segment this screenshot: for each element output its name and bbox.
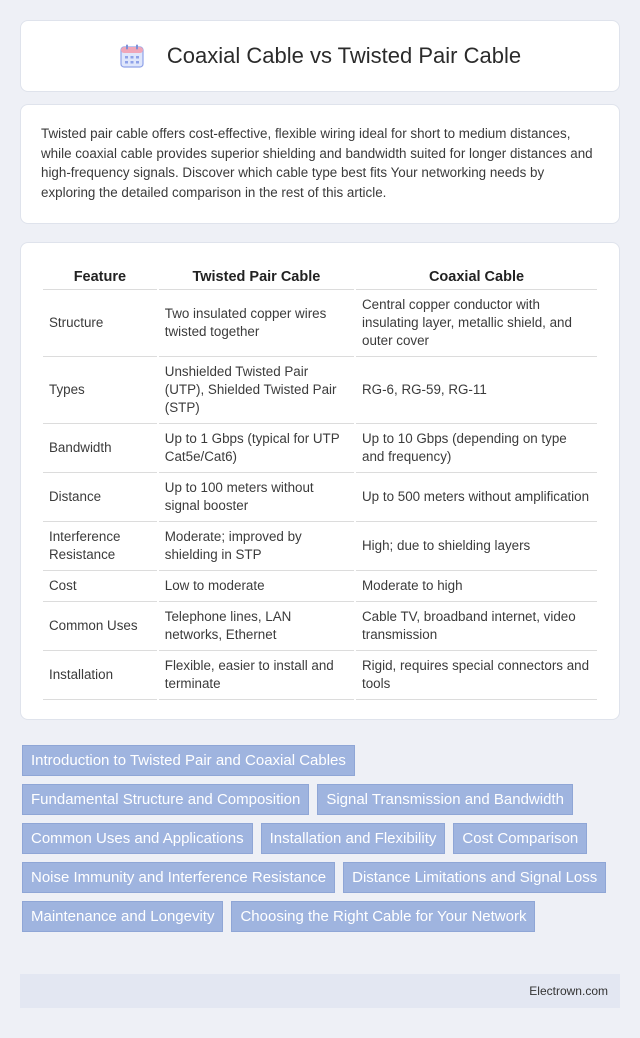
comparison-table xyxy=(41,261,599,700)
row-coaxial: Central copper conductor with insulating layer, metallic shield, and outer cover xyxy=(356,290,597,357)
tag-signal-transmission[interactable]: Signal Transmission and Bandwidth xyxy=(317,784,573,815)
row-twisted-pair: Unshielded Twisted Pair (UTP), Shielded Twisted Pair (STP) xyxy=(159,357,354,424)
row-coaxial: Cable TV, broadband internet, video transmission xyxy=(356,602,597,651)
table-row xyxy=(43,424,597,473)
row-coaxial: High; due to shielding layers xyxy=(356,522,597,571)
tag-maintenance[interactable]: Maintenance and Longevity xyxy=(22,901,223,932)
table-header-row xyxy=(43,261,597,290)
table-row xyxy=(43,290,597,357)
row-twisted-pair: Telephone lines, LAN networks, Ethernet xyxy=(159,602,354,651)
row-feature: Common Uses xyxy=(43,602,157,651)
row-feature: Cost xyxy=(43,571,157,602)
header-feature: Feature xyxy=(43,261,157,290)
tag-structure[interactable]: Fundamental Structure and Composition xyxy=(22,784,309,815)
row-twisted-pair: Up to 1 Gbps (typical for UTP Cat5e/Cat6) xyxy=(159,424,354,473)
row-coaxial: Moderate to high xyxy=(356,571,597,602)
row-feature: Bandwidth xyxy=(43,424,157,473)
intro-text: Twisted pair cable offers cost-effective, flexible wiring ideal for short to medium distances, while coaxial cable provides superior shielding and bandwidth suited for longer distances and high-frequency signals. Discover which cable type best fits Your networking needs by exploring the detailed comparison in the rest of this article. xyxy=(41,126,593,200)
tag-cost[interactable]: Cost Comparison xyxy=(453,823,587,854)
table-row xyxy=(43,571,597,602)
header-card xyxy=(20,20,620,92)
table-row xyxy=(43,602,597,651)
row-twisted-pair: Low to moderate xyxy=(159,571,354,602)
row-twisted-pair: Flexible, easier to install and terminate xyxy=(159,651,354,700)
row-feature: Types xyxy=(43,357,157,424)
row-feature: Distance xyxy=(43,473,157,522)
header-coaxial: Coaxial Cable xyxy=(356,261,597,290)
comparison-table-card xyxy=(20,242,620,720)
tag-introduction[interactable]: Introduction to Twisted Pair and Coaxial Cables xyxy=(22,745,355,776)
tag-distance[interactable]: Distance Limitations and Signal Loss xyxy=(343,862,606,893)
row-twisted-pair: Moderate; improved by shielding in STP xyxy=(159,522,354,571)
calendar-icon xyxy=(119,43,145,69)
row-coaxial: Up to 500 meters without amplification xyxy=(356,473,597,522)
tag-installation[interactable]: Installation and Flexibility xyxy=(261,823,446,854)
row-twisted-pair: Up to 100 meters without signal booster xyxy=(159,473,354,522)
row-feature: Installation xyxy=(43,651,157,700)
row-feature: Interference Resistance xyxy=(43,522,157,571)
footer xyxy=(20,974,620,1008)
tag-choosing[interactable]: Choosing the Right Cable for Your Network xyxy=(231,901,535,932)
intro-card xyxy=(20,104,620,224)
table-row xyxy=(43,522,597,571)
table-row xyxy=(43,357,597,424)
header-twisted-pair: Twisted Pair Cable xyxy=(159,261,354,290)
row-coaxial: RG-6, RG-59, RG-11 xyxy=(356,357,597,424)
row-coaxial: Rigid, requires special connectors and tools xyxy=(356,651,597,700)
row-twisted-pair: Two insulated copper wires twisted together xyxy=(159,290,354,357)
tag-common-uses[interactable]: Common Uses and Applications xyxy=(22,823,253,854)
table-row xyxy=(43,473,597,522)
page-title: Coaxial Cable vs Twisted Pair Cable xyxy=(166,43,522,68)
footer-brand: Electrown.com xyxy=(529,984,608,998)
tag-noise-immunity[interactable]: Noise Immunity and Interference Resistance xyxy=(22,862,335,893)
row-feature: Structure xyxy=(43,290,157,357)
topic-tags xyxy=(22,745,620,932)
table-row xyxy=(43,651,597,700)
row-coaxial: Up to 10 Gbps (depending on type and frequency) xyxy=(356,424,597,473)
